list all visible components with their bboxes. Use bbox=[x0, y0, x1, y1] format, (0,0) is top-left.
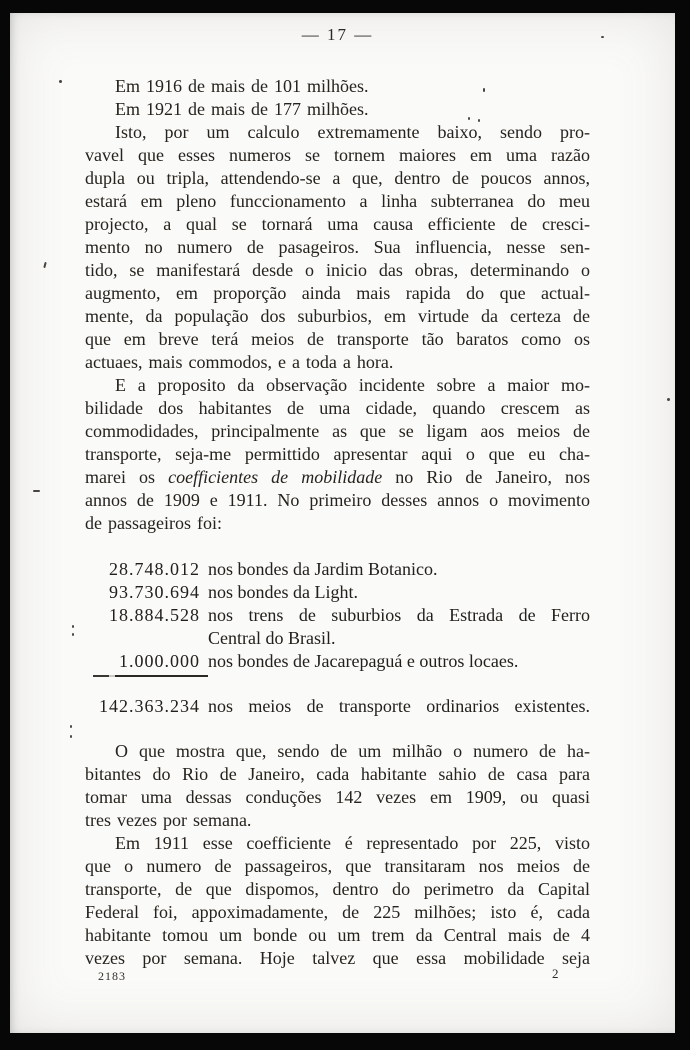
signature-page-number: 2 bbox=[552, 966, 559, 981]
transport-label: nos bondes da Jardim Botanico. bbox=[208, 559, 438, 579]
text-line: Em 1921 de mais de 177 milhões. bbox=[115, 99, 369, 119]
transport-label: nos bondes de Jacarepaguá e outros locaes. bbox=[208, 651, 519, 671]
text-line: commodidades, principalmente as que se ligam aos meios de bbox=[85, 421, 590, 441]
text-line: Isto, por um calculo extremamente baixo, sendo pro- bbox=[115, 122, 590, 142]
text-line: tomar uma dessas conduções 142 vezes em 1909, ou quasi bbox=[85, 787, 590, 807]
scan-speck bbox=[468, 117, 470, 120]
paragraph-3 bbox=[85, 740, 590, 832]
text-line: habitante tomou um bonde ou um trem da Central mais de 4 bbox=[85, 925, 590, 945]
scan-speck bbox=[43, 262, 46, 268]
scan-speck bbox=[483, 88, 485, 92]
total-passenger-count: 142.363.234 bbox=[99, 696, 200, 716]
text-line: annos de 1909 e 1911. No primeiro desses annos o movimento bbox=[85, 490, 590, 510]
text-line: tido, se manifestará desde o inicio das obras, determinando o bbox=[85, 260, 590, 280]
text-line: E a proposito da observação incidente sobre a maior mo- bbox=[115, 375, 590, 395]
scan-speck bbox=[601, 36, 604, 38]
text-line: de passageiros foi: bbox=[85, 513, 222, 533]
text-line: vavel que esses numeros se tornem maiores em uma razão bbox=[85, 145, 590, 165]
page-number-header: — 17 — bbox=[301, 25, 374, 44]
text-line: Em 1911 esse coefficiente é representado por 225, visto bbox=[115, 833, 590, 853]
scan-speck bbox=[667, 398, 670, 401]
text-line: transporte, de que dispomos, dentro do perimetro da Capital bbox=[85, 879, 590, 899]
passenger-count bbox=[85, 627, 200, 650]
text-line: Em 1916 de mais de 101 milhões. bbox=[115, 76, 369, 96]
text-line: mente, da população dos suburbios, em virtude da certeza de bbox=[85, 306, 590, 326]
scan-speck bbox=[70, 725, 72, 728]
text-line: actuaes, mais commodos, e a toda a hora. bbox=[85, 352, 394, 372]
scan-speck bbox=[59, 80, 62, 83]
print-order-number: 2183 bbox=[98, 969, 126, 983]
text-line-with-italic bbox=[85, 466, 590, 489]
transport-label: nos trens de suburbios da Estrada de Ferro bbox=[208, 605, 590, 625]
sum-divider-line bbox=[93, 675, 208, 677]
document-page bbox=[10, 13, 675, 1033]
passenger-count: 18.884.528 bbox=[109, 605, 200, 625]
passenger-count: 28.748.012 bbox=[109, 559, 200, 579]
text-line: vezes por semana. Hoje talvez que essa mobilidade seja bbox=[85, 948, 590, 968]
scan-speck bbox=[72, 625, 74, 628]
list-item bbox=[85, 604, 590, 627]
total-label: nos meios de transporte ordinarios existentes. bbox=[208, 696, 590, 716]
text-line: dupla ou tripla, attendendo-se a que, dentro de poucos annos, bbox=[85, 168, 590, 188]
text-line: que o numero de passageiros, que transitaram nos meios de bbox=[85, 856, 590, 876]
text-line: projecto, a qual se tornará uma causa efficiente de cresci- bbox=[85, 214, 590, 234]
text-line: augmento, em proporção ainda mais rapida do que actual- bbox=[85, 283, 590, 303]
text-segment: marei os bbox=[85, 467, 169, 487]
scan-speck bbox=[70, 735, 72, 738]
text-line: transporte, seja-me permittido apresentar aqui o que eu cha- bbox=[85, 444, 590, 464]
passenger-figures-list bbox=[85, 558, 590, 673]
list-item-continuation bbox=[85, 627, 590, 650]
paragraph-2 bbox=[85, 374, 590, 535]
text-line: estará em pleno funccionamento a linha subterranea do meu bbox=[85, 191, 590, 211]
text-line: mento no numero de pasageiros. Sua influencia, nesse sen- bbox=[85, 237, 590, 257]
paragraph-4 bbox=[85, 832, 590, 970]
total-row bbox=[85, 695, 590, 718]
list-item bbox=[85, 581, 590, 604]
text-line: Federal foi, appoximadamente, de 225 milhões; isto é, cada bbox=[85, 902, 590, 922]
italic-phrase: coefficientes de mobilidade bbox=[168, 467, 383, 487]
text-line: tres vezes por semana. bbox=[85, 810, 252, 830]
scan-speck bbox=[33, 490, 40, 492]
text-segment: no Rio de Janeiro, nos bbox=[382, 467, 591, 487]
scan-speck bbox=[478, 119, 480, 122]
text-line: O que mostra que, sendo de um milhão o numero de ha- bbox=[115, 741, 590, 761]
transport-label: Central do Brasil. bbox=[208, 628, 336, 648]
scan-speck bbox=[72, 633, 74, 636]
text-line: bitantes do Rio de Janeiro, cada habitante sahio de casa para bbox=[85, 764, 590, 784]
passenger-count: 93.730.694 bbox=[109, 582, 200, 602]
passenger-count: 1.000.000 bbox=[119, 651, 200, 671]
list-item bbox=[85, 650, 590, 673]
list-item bbox=[85, 558, 590, 581]
text-line: que em breve terá meios de transporte tão baratos como os bbox=[85, 329, 590, 349]
text-line: bilidade dos habitantes de uma cidade, quando crescem as bbox=[85, 398, 590, 418]
paragraph-1 bbox=[85, 75, 590, 374]
transport-label: nos bondes da Light. bbox=[208, 582, 358, 602]
